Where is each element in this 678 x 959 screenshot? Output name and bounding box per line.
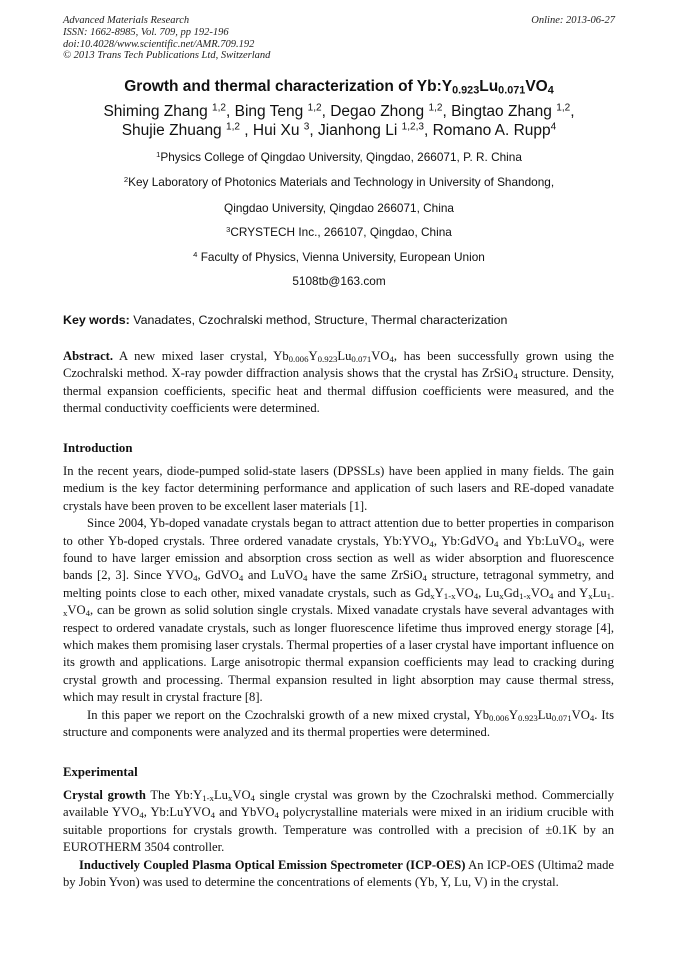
intro-paragraph-2: Since 2004, Yb-doped vanadate crystals began to attract attention due to better properties in comparison to other Yb-doped crystals. Three ordered vanadate crystals, $Yb:YVO_4$, Yb:GdVO$_4$ and Yb:LuVO$_4$, were found to have larger emission and absorption cross section as well as wider absorption and fluorescence bands [2, 3]. Since $YVO_4$, GdVO$_4$ and LuVO$_4$ have the same ZrSiO$_4$ structure, tetragonal symmetry, and melting points close to each other, mixed vanadate crystals, such as $Gd_xY_{1-x}VO_4$, $Lu_xGd_{1-x}VO_4$ and $Y_xLu_{1-x}VO_4$, can be grown as solid solution single crystals. Mixed vanadate crystals have several advantages with respect to ordered vanadate crystals, such as longer fluorescence lifetime thus improved energy storage [4], which makes them promising laser crystals. Thermal properties of a laser crystal have important influence on its growth and applications. Large anisotropic thermal expansion coefficients may lead to cracking during crystal growth and processing. Thermal expansion resulted in light absorption may cause thermal stress, which may result in crystal fracture [8]. [63, 516, 615, 705]
author: Jianhong Li $^{1,2,3}$, [318, 121, 433, 139]
author: Bing Teng $^{1,2}$, [234, 102, 331, 120]
author: Bingtao Zhang $^{1,2}$, [451, 102, 575, 120]
abstract-label: Abstract. [63, 349, 114, 363]
intro-paragraph-1: In the recent years, diode-pumped solid-state lasers (DPSSLs) have been applied in many fields. The gain medium is the key factor determining performance and application of such lasers and RE-doped vanadate crystals have been proven to be excellent laser materials [1]. [63, 464, 614, 513]
author: Romano A. Rupp$^4$ [432, 121, 557, 139]
issn-line: ISSN: 1662-8985, Vol. 709, pp 192-196 [63, 26, 229, 38]
author: Shiming Zhang $^{1,2}$, [103, 102, 235, 120]
author: Hui Xu $^3$, [252, 121, 318, 139]
affiliation-4: $^4$ Faculty of Physics, Vienna University, European Union [193, 249, 485, 264]
journal-header [63, 15, 270, 62]
section-heading-experimental: Experimental [63, 765, 138, 779]
affiliation-1: $^1$Physics College of Qingdao University, Qingdao, 266071, P. R. China [156, 149, 522, 164]
crystal-growth-paragraph: Crystal growth The $Yb:Y_{1-x}Lu_xVO_4$ single crystal was grown by the Czochralski method. Commercially available $YVO_4$, Yb:LuYVO$_4$ and YbVO$_4$ polycrystalline materials were mixed in an iridium crucible with suitable proportions for crystals growth. Temperature was controlled with a precision of ±0.1K by an EUROTHERM 3504 controller. [63, 788, 614, 855]
affiliation-2-line1: $^2$Key Laboratory of Photonics Materials and Technology in University of Shandong, [123, 174, 555, 189]
introduction-body [63, 463, 614, 742]
author-list [40, 102, 638, 140]
author: Degao Zhong $^{1,2}$, [330, 102, 452, 120]
journal-name: Advanced Materials Research [63, 15, 190, 26]
crystal-growth-label: Crystal growth [63, 788, 146, 802]
keywords-label: Key words: [63, 313, 130, 327]
icp-label: Inductively Coupled Plasma Optical Emission Spectrometer (ICP-OES) [79, 857, 466, 872]
section-heading-introduction: Introduction [63, 441, 133, 455]
icp-paragraph: Inductively Coupled Plasma Optical Emission Spectrometer (ICP-OES) An ICP-OES (Ultima2 made by Jobin Yvon) was used to determine the concentrations of elements (Yb, Y, Lu, V) in the crystal. [63, 857, 614, 890]
affiliation-2-line2: Qingdao University, Qingdao 266071, China [224, 201, 454, 215]
author-email: 5108tb@163.com [292, 274, 386, 288]
author: Shujie Zhuang $^{1,2}$ , [121, 121, 253, 139]
paper-title: Growth and thermal characterization of $Yb:Y_{0.923}Lu_{0.071}VO_4$ [124, 78, 554, 97]
copyright-line: © 2013 Trans Tech Publications Ltd, Switzerland [63, 50, 271, 62]
experimental-body [63, 787, 614, 891]
doi-line: doi:10.4028/www.scientific.net/AMR.709.192 [63, 38, 255, 50]
affiliation-3: $^3$CRYSTECH Inc., 266107, Qingdao, China [226, 224, 452, 239]
online-date: Online: 2013-06-27 [531, 15, 615, 26]
abstract: Abstract. A new mixed laser crystal, $Yb_{0.006}Y_{0.923}Lu_{0.071}VO_4$, has been successfully grown using the Czochralski method. X-ray powder diffraction analysis shows that the crystal has ZrSiO$_4$ structure. Density, thermal expansion coefficients, specific heat and thermal diffusion coefficients were measured, and the thermal conductivity coefficients were determined. [63, 349, 614, 416]
keywords: Key words: Vanadates, Czochralski method, Structure, Thermal characterization [63, 313, 508, 327]
intro-paragraph-3: In this paper we report on the Czochralski growth of a new mixed crystal, $Yb_{0.006}Y_{0.923}Lu_{0.071}VO_4$. Its structure and components were analyzed and its thermal properties were determined. [63, 707, 615, 740]
